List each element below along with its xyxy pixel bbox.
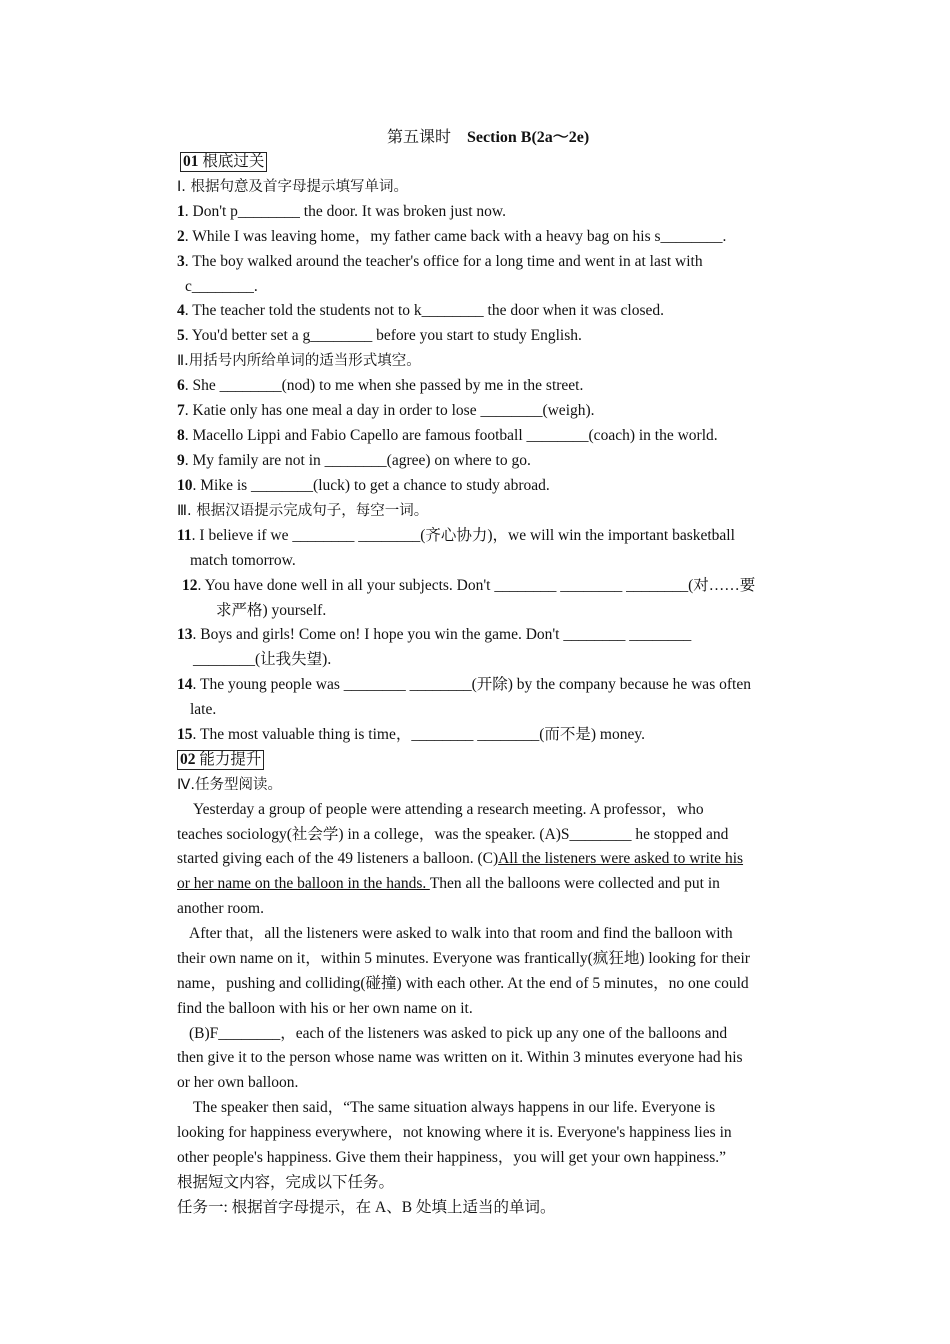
- passage-p1-line5: another room.: [177, 900, 264, 917]
- section-01-header: [180, 152, 267, 172]
- section-01-box: 01 根底过关: [180, 152, 267, 172]
- passage-p4-line1: The speaker then said，“The same situation always happens in our life. Everyone is: [193, 1099, 716, 1116]
- question-4: 4. The teacher told the students not to k________ the door when it was closed.: [177, 302, 665, 319]
- question-5: 5. You'd better set a g________ before you start to study English.: [177, 327, 582, 344]
- question-3-continuation: c________.: [185, 278, 258, 295]
- task-1: 任务一: 根据首字母提示，在 A、B 处填上适当的单词。: [177, 1199, 556, 1216]
- section-02-box: 02 能力提升: [177, 750, 264, 770]
- question-14-continuation: late.: [190, 701, 217, 718]
- passage-p1-line4: or her name on the balloon in the hands. Then all the balloons were collected and put in: [177, 875, 720, 892]
- question-12-continuation: 求严格) yourself.: [216, 602, 327, 619]
- question-13: 13. Boys and girls! Come on! I hope you win the game. Don't ________ ________: [177, 626, 692, 643]
- part4-heading: Ⅳ.任务型阅读。: [177, 777, 282, 793]
- passage-p2-line4: find the balloon with his or her own name on it.: [177, 1000, 473, 1017]
- question-13-continuation: ________(让我失望).: [193, 651, 332, 668]
- passage-p3-line1: (B)F________，each of the listeners was asked to pick up any one of the balloons and: [189, 1025, 728, 1042]
- question-1: 1. Don't p________ the door. It was broken just now.: [177, 203, 506, 220]
- underlined-sentence-c: All the listeners were asked to write his: [498, 850, 744, 867]
- passage-p1-line1: Yesterday a group of people were attending a research meeting. A professor，who: [193, 801, 704, 818]
- task-instruction: 根据短文内容，完成以下任务。: [177, 1174, 395, 1191]
- question-14: 14. The young people was ________ ________(开除) by the company because he was often: [177, 676, 751, 693]
- passage-p2-line2: their own name on it，within 5 minutes. Everyone was frantically(疯狂地) looking for their: [177, 950, 750, 967]
- question-12: 12. You have done well in all your subjects. Don't ________ ________ ________(对……要: [182, 577, 756, 594]
- passage-p1-line2: teaches sociology(社会学) in a college，was the speaker. (A)S________ he stopped and: [177, 826, 729, 843]
- passage-p3-line2: then give it to the person whose name was written on it. Within 3 minutes everyone had his: [177, 1049, 743, 1066]
- page-title: 第五课时 Section B(2a～2e): [387, 129, 590, 146]
- part3-heading: Ⅲ. 根据汉语提示完成句子，每空一词。: [177, 503, 429, 519]
- passage-p4-line2: looking for happiness everywhere，not knowing where it is. Everyone's happiness lies in: [177, 1124, 732, 1141]
- question-10: 10. Mike is ________(luck) to get a chance to study abroad.: [177, 477, 550, 494]
- passage-p2-line1: After that，all the listeners were asked to walk into that room and find the balloon with: [189, 925, 733, 942]
- question-15: 15. The most valuable thing is time，________ ________(而不是) money.: [177, 726, 645, 743]
- question-8: 8. Macello Lippi and Fabio Capello are famous football ________(coach) in the world.: [177, 427, 718, 444]
- passage-p3-line3: or her own balloon.: [177, 1074, 299, 1091]
- question-11: 11. I believe if we ________ ________(齐心协力)，we will win the important basketball: [177, 527, 735, 544]
- passage-p1-line3: started giving each of the 49 listeners a balloon. (C)All the listeners were asked to write his: [177, 850, 744, 867]
- question-7: 7. Katie only has one meal a day in order to lose ________(weigh).: [177, 402, 595, 419]
- question-9: 9. My family are not in ________(agree) on where to go.: [177, 452, 531, 469]
- question-2: 2. While I was leaving home，my father came back with a heavy bag on his s________.: [177, 228, 727, 245]
- underlined-sentence-c-end: or her name on the balloon in the hands.: [177, 875, 430, 892]
- part2-heading: Ⅱ.用括号内所给单词的适当形式填空。: [177, 353, 421, 369]
- question-3: 3. The boy walked around the teacher's office for a long time and went in at last with: [177, 253, 703, 270]
- section-02-header: [177, 750, 264, 770]
- part1-heading: Ⅰ. 根据句意及首字母提示填写单词。: [177, 179, 408, 195]
- question-11-continuation: match tomorrow.: [190, 552, 296, 569]
- passage-p4-line3: other people's happiness. Give them their happiness，you will get your own happiness.”: [177, 1149, 727, 1166]
- passage-p2-line3: name，pushing and colliding(碰撞) with each other. At the end of 5 minutes，no one could: [177, 975, 749, 992]
- question-6: 6. She ________(nod) to me when she passed by me in the street.: [177, 377, 584, 394]
